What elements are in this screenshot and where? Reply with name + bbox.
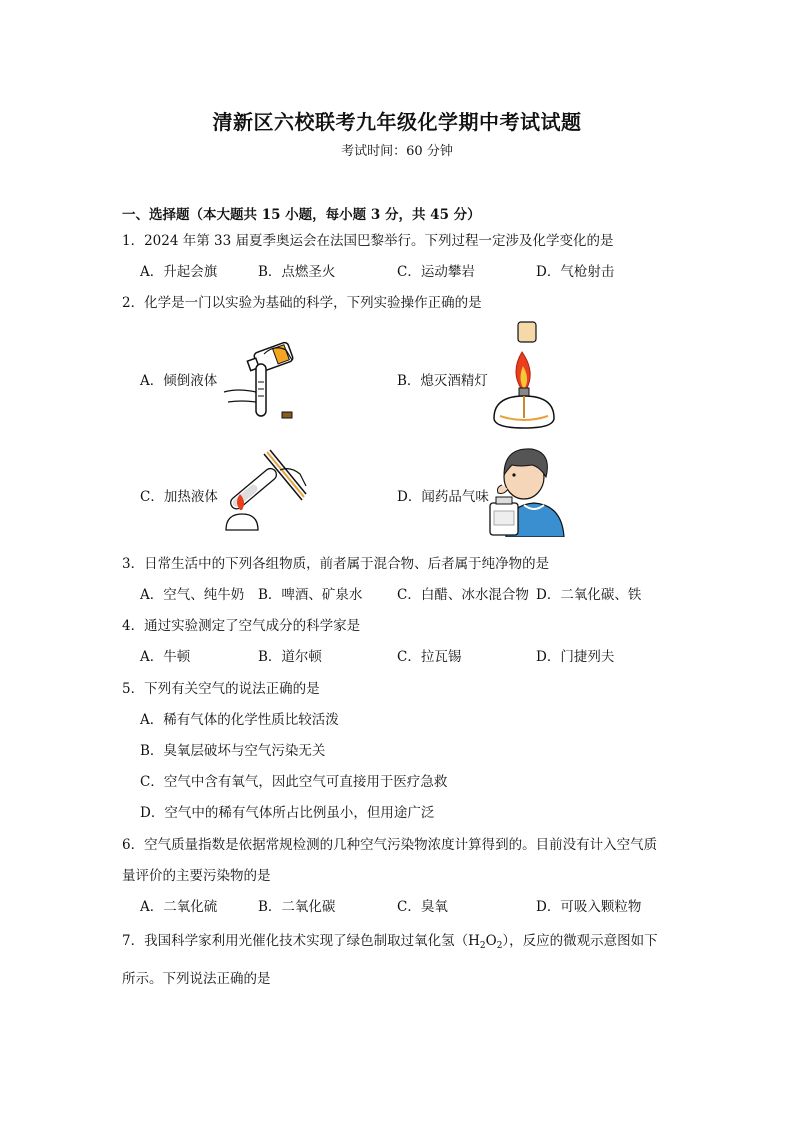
q2-option-b: B．熄灭酒精灯 [397,373,488,389]
q1-option-a: A．升起会旗 [140,264,218,280]
q3-option-d: D．二氧化碳、铁 [536,587,642,603]
q2-option-d: D．闻药品气味 [397,489,489,505]
q6-stem-line2: 量评价的主要污染物的是 [122,868,271,884]
q5-option-b: B．臭氧层破坏与空气污染无关 [140,743,326,759]
q7-stem-post: ），反应的微观示意图如下 [502,933,658,949]
q1-stem: 1．2024 年第 33 届夏季奥运会在法国巴黎举行。下列过程一定涉及化学变化的是 [122,233,614,249]
alcohol-lamp-figure [484,318,564,433]
q3-option-b: B．啤酒、矿泉水 [258,587,363,603]
section-heading: 一、选择题（本大题共 15 小题，每小题 3 分，共 45 分） [122,207,481,223]
q2-stem: 2．化学是一门以实验为基础的科学，下列实验操作正确的是 [122,295,482,311]
q6-option-b: B．二氧化碳 [258,899,336,915]
q2-option-c: C．加热液体 [140,489,218,505]
q3-stem: 3．日常生活中的下列各组物质，前者属于混合物、后者属于纯净物的是 [122,556,550,572]
q1-option-b: B．点燃圣火 [258,264,336,280]
q5-option-a: A．稀有气体的化学性质比较活泼 [140,712,339,728]
q4-option-d: D．门捷列夫 [536,649,615,665]
q4-option-b: B．道尔顿 [258,649,322,665]
q5-option-c: C．空气中含有氧气，因此空气可直接用于医疗急救 [140,774,448,790]
q4-option-c: C．拉瓦锡 [397,649,462,665]
q7-stem-line2: 所示。下列说法正确的是 [122,971,271,987]
pouring-liquid-figure [216,334,306,424]
q1-option-d: D．气枪射击 [536,264,615,280]
q3-option-c: C．白醋、冰水混合物 [397,587,529,603]
q6-option-a: A．二氧化硫 [140,899,218,915]
q7-stem-pre: 7．我国科学家利用光催化技术实现了绿色制取过氧化氢（ [122,933,469,949]
q7-stem-line1 [122,929,658,951]
q2-option-a: A．倾倒液体 [140,373,218,389]
h2o2-formula: $H_2O_2$ [468,933,503,951]
q1-option-c: C．运动攀岩 [397,264,475,280]
q6-stem-line1: 6．空气质量指数是依据常规检测的几种空气污染物浓度计算得到的。目前没有计入空气质 [122,837,658,853]
q5-stem: 5．下列有关空气的说法正确的是 [122,681,320,697]
q4-option-a: A．牛顿 [140,649,191,665]
q3-option-a: A．空气、纯牛奶 [140,587,245,603]
q4-stem: 4．通过实验测定了空气成分的科学家是 [122,618,361,634]
exam-time: 考试时间：60 分钟 [341,144,453,159]
q5-option-d: D．空气中的稀有气体所占比例虽小，但用途广泛 [140,805,435,821]
heating-liquid-figure [218,446,310,534]
q6-option-d: D．可吸入颗粒物 [536,899,642,915]
q6-option-c: C．臭氧 [397,899,448,915]
exam-title: 清新区六校联考九年级化学期中考试试题 [212,110,582,134]
smelling-chemical-figure [486,445,566,537]
